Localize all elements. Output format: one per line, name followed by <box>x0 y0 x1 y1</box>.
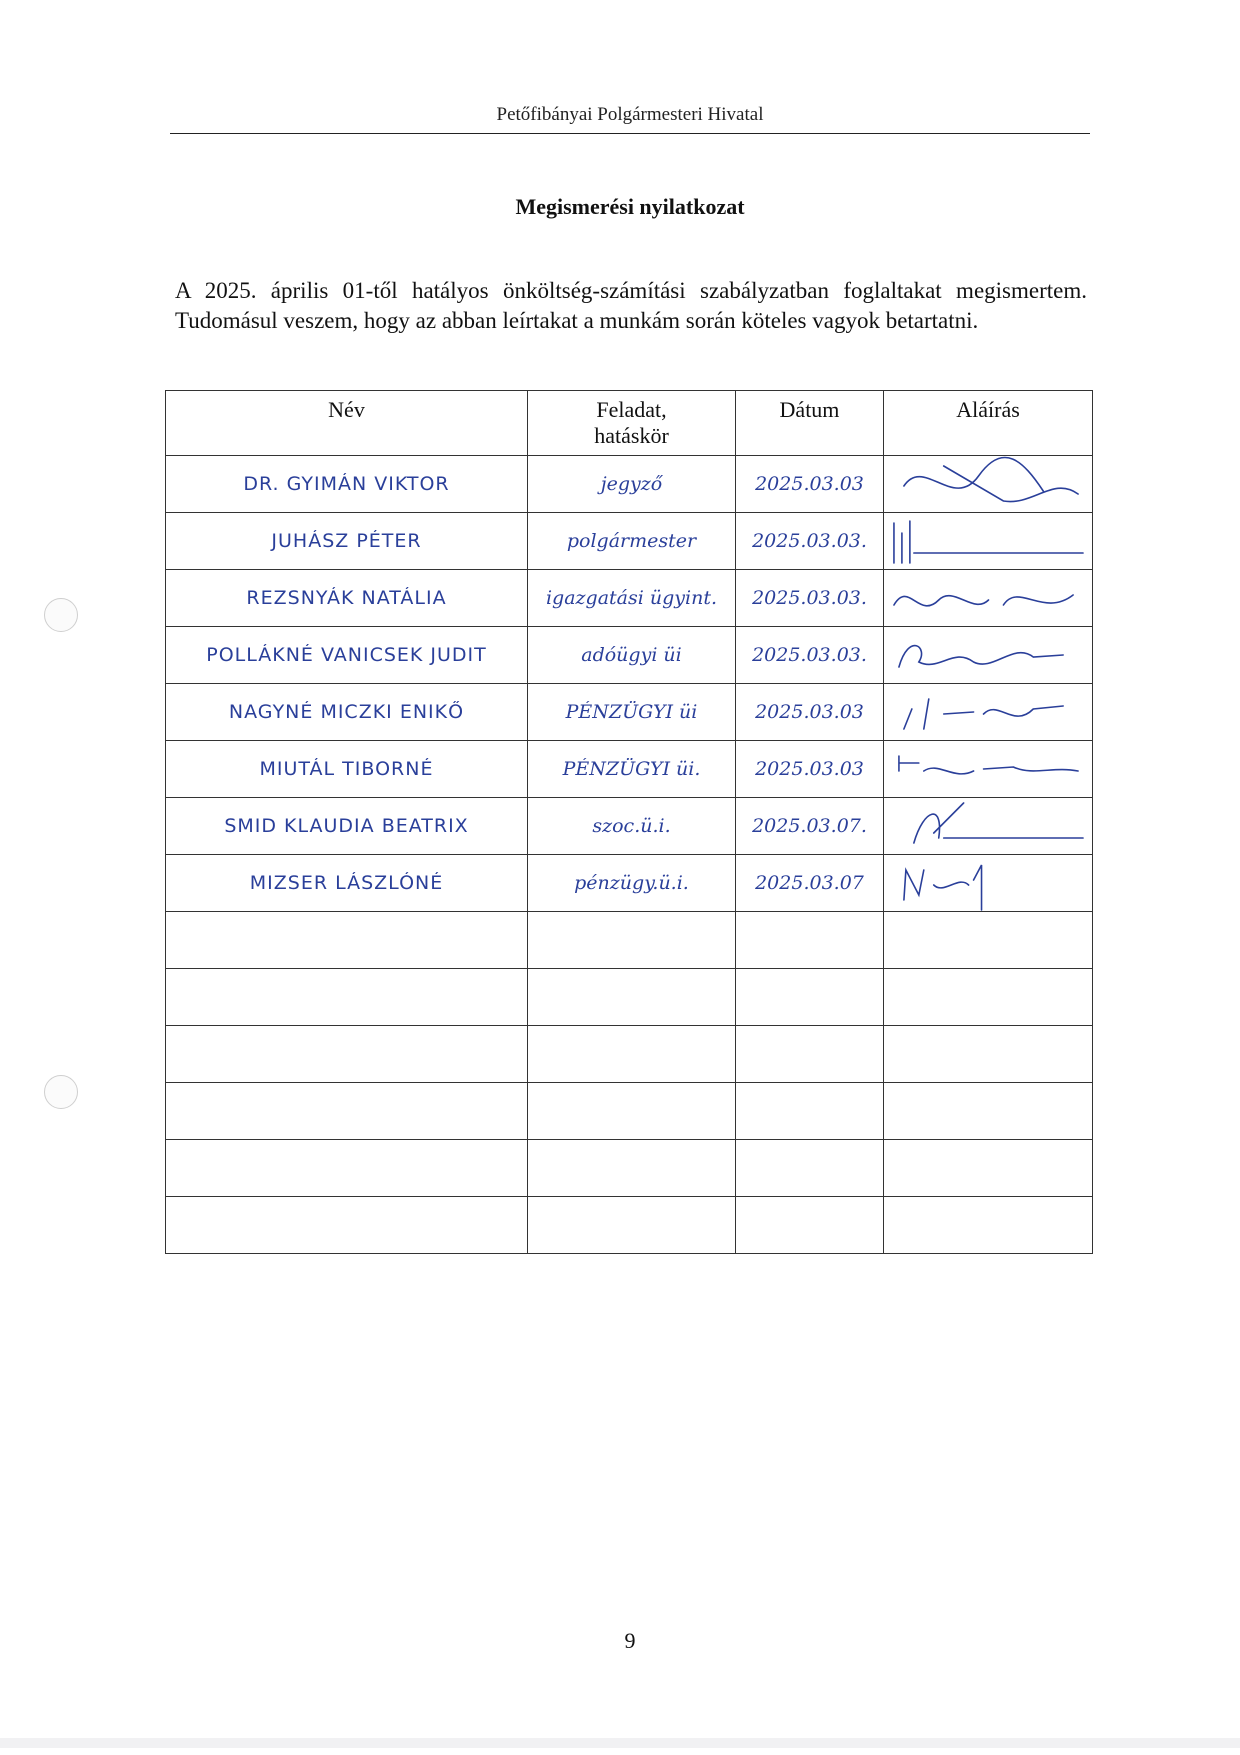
role-cell <box>528 684 736 741</box>
date-text: 2025.03.03. <box>752 587 867 609</box>
table-row <box>166 1140 1093 1197</box>
column-header-role-label: Feladat, hatáskör <box>594 397 669 448</box>
role-text: PÉNZÜGYI üi <box>565 701 698 723</box>
name-cell <box>166 684 528 741</box>
role-text: pénzügy.ü.i. <box>574 872 689 894</box>
name-text: SMID KLAUDIA BEATRIX <box>224 815 469 837</box>
date-cell <box>736 855 884 912</box>
date-cell <box>736 1140 884 1197</box>
column-header-signature: Aláírás <box>884 391 1093 456</box>
signature-cell <box>884 570 1093 627</box>
name-text: DR. GYIMÁN VIKTOR <box>243 473 450 495</box>
role-cell <box>528 1026 736 1083</box>
table-row <box>166 798 1093 855</box>
name-cell <box>166 1083 528 1140</box>
signature-cell <box>884 912 1093 969</box>
signature-cell <box>884 627 1093 684</box>
table-body <box>166 456 1093 1254</box>
role-cell <box>528 1197 736 1254</box>
table-row <box>166 627 1093 684</box>
name-text: POLLÁKNÉ VANICSEK JUDIT <box>206 644 487 666</box>
name-text: REZSNYÁK NATÁLIA <box>246 587 447 609</box>
name-cell <box>166 456 528 513</box>
role-text: PÉNZÜGYI üi. <box>562 758 701 780</box>
name-cell <box>166 1140 528 1197</box>
document-title: Megismerési nyilatkozat <box>515 194 745 219</box>
date-cell <box>736 969 884 1026</box>
role-cell <box>528 1140 736 1197</box>
handwritten-signature <box>884 456 1092 512</box>
role-text: igazgatási ügyint. <box>545 587 718 609</box>
name-cell <box>166 969 528 1026</box>
role-cell <box>528 1083 736 1140</box>
date-text: 2025.03.07 <box>755 872 864 894</box>
name-cell <box>166 912 528 969</box>
signature-cell <box>884 1197 1093 1254</box>
name-cell <box>166 855 528 912</box>
table-row <box>166 912 1093 969</box>
role-cell <box>528 855 736 912</box>
signature-cell <box>884 1140 1093 1197</box>
header-rule <box>170 133 1090 134</box>
date-text: 2025.03.03 <box>755 701 864 723</box>
name-cell <box>166 741 528 798</box>
punch-hole <box>44 1075 78 1109</box>
column-header-date: Dátum <box>736 391 884 456</box>
name-cell <box>166 1197 528 1254</box>
handwritten-signature <box>884 570 1092 626</box>
role-text: jegyző <box>600 473 663 495</box>
table-row <box>166 969 1093 1026</box>
signature-cell <box>884 684 1093 741</box>
date-text: 2025.03.03. <box>752 644 867 666</box>
date-cell <box>736 513 884 570</box>
table-row <box>166 684 1093 741</box>
name-text: NAGYNÉ MICZKI ENIKŐ <box>228 701 465 723</box>
table-row <box>166 741 1093 798</box>
signature-cell <box>884 456 1093 513</box>
statement-paragraph: A 2025. április 01-től hatályos önköltség-számítási szabályzatban foglaltakat megismertem. Tudomásul veszem, hogy az abban leírtakat a munkám során köteles vagyok betartatni. <box>175 278 1087 333</box>
role-cell <box>528 912 736 969</box>
signature-table <box>165 390 1093 1254</box>
page-number: 9 <box>624 1628 636 1653</box>
role-cell <box>528 513 736 570</box>
column-header-name: Név <box>166 391 528 456</box>
name-cell <box>166 1026 528 1083</box>
table-row <box>166 513 1093 570</box>
date-cell <box>736 456 884 513</box>
name-text: MIZSER LÁSZLÓNÉ <box>249 872 444 894</box>
signature-cell <box>884 798 1093 855</box>
date-cell <box>736 798 884 855</box>
role-text: polgármester <box>566 530 697 552</box>
table-row <box>166 1197 1093 1254</box>
date-text: 2025.03.03 <box>755 473 864 495</box>
scan-edge <box>0 1738 1240 1748</box>
role-text: adóügyi üi <box>581 644 682 666</box>
table-row <box>166 1083 1093 1140</box>
signature-cell <box>884 513 1093 570</box>
handwritten-signature <box>884 855 1092 911</box>
signature-cell <box>884 969 1093 1026</box>
name-cell <box>166 513 528 570</box>
name-cell <box>166 798 528 855</box>
handwritten-signature <box>884 513 1092 569</box>
office-header: Petőfibányai Polgármesteri Hivatal <box>496 104 764 125</box>
name-text: JUHÁSZ PÉTER <box>271 530 422 552</box>
date-text: 2025.03.07. <box>752 815 867 837</box>
date-cell <box>736 570 884 627</box>
date-text: 2025.03.03 <box>755 758 864 780</box>
handwritten-signature <box>884 684 1092 740</box>
punch-hole <box>44 598 78 632</box>
role-cell <box>528 741 736 798</box>
date-cell <box>736 627 884 684</box>
date-text: 2025.03.03. <box>752 530 867 552</box>
table-header-row <box>166 391 1093 456</box>
table-row <box>166 570 1093 627</box>
role-cell <box>528 456 736 513</box>
date-cell <box>736 741 884 798</box>
role-cell <box>528 570 736 627</box>
table-row <box>166 456 1093 513</box>
signature-cell <box>884 855 1093 912</box>
handwritten-signature <box>884 627 1092 683</box>
signature-cell <box>884 741 1093 798</box>
role-cell <box>528 798 736 855</box>
name-cell <box>166 627 528 684</box>
date-cell <box>736 1197 884 1254</box>
signature-cell <box>884 1026 1093 1083</box>
date-cell <box>736 1083 884 1140</box>
name-cell <box>166 570 528 627</box>
table-row <box>166 855 1093 912</box>
role-cell <box>528 627 736 684</box>
handwritten-signature <box>884 741 1092 797</box>
signature-cell <box>884 1083 1093 1140</box>
role-cell <box>528 969 736 1026</box>
name-text: MIUTÁL TIBORNÉ <box>259 758 434 780</box>
date-cell <box>736 1026 884 1083</box>
handwritten-signature <box>884 798 1092 854</box>
column-header-role <box>528 391 736 456</box>
table-row <box>166 1026 1093 1083</box>
role-text: szoc.ü.i. <box>592 815 671 837</box>
date-cell <box>736 684 884 741</box>
date-cell <box>736 912 884 969</box>
